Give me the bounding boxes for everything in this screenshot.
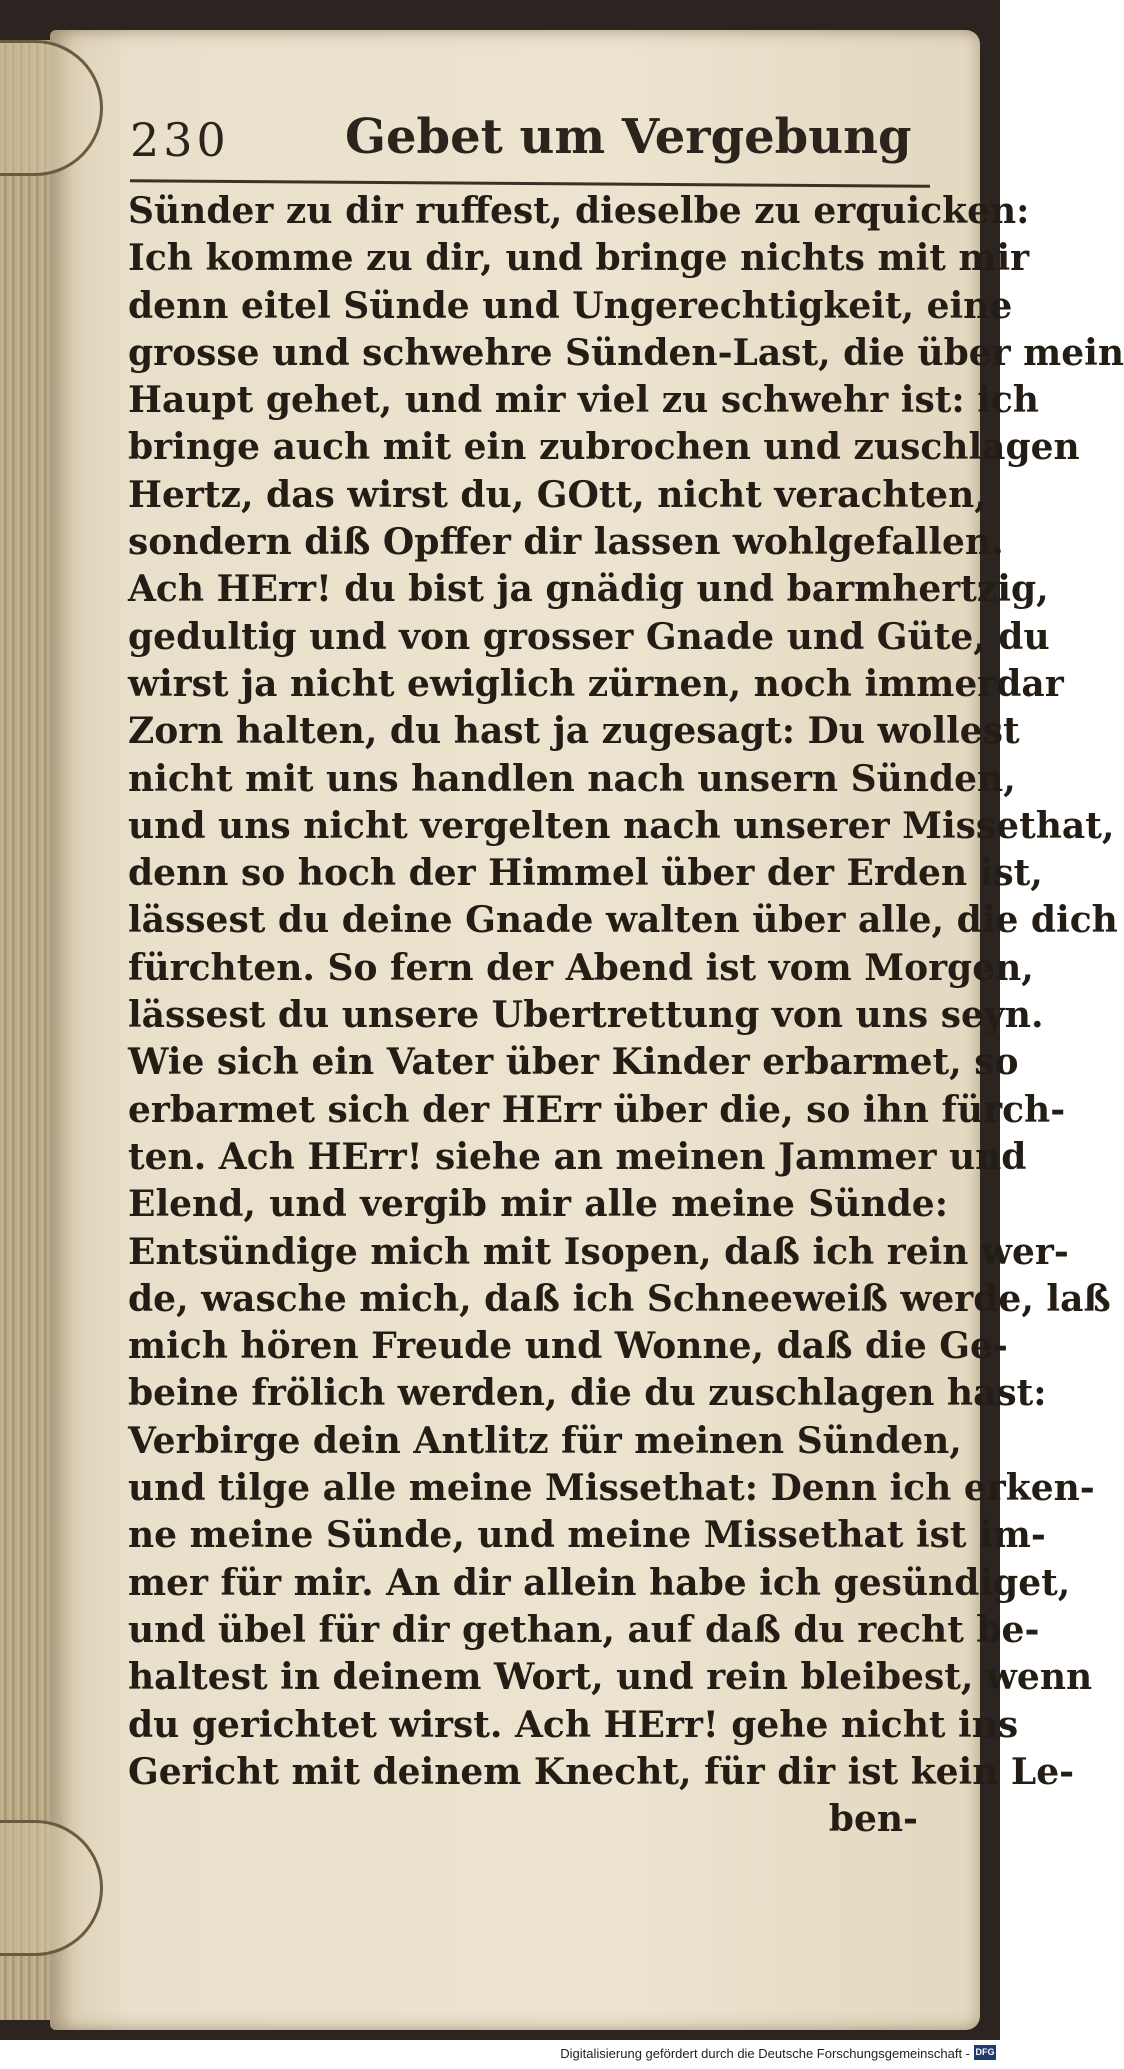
text-line: bringe auch mit ein zubrochen und zuschlagen [128, 426, 1080, 469]
text-line: Ach HErr! du bist ja gnädig und barmhertzig, [128, 568, 1049, 611]
text-line: Gericht mit deinem Knecht, für dir ist kein Le- [128, 1750, 1075, 1793]
text-line: beine frölich werden, die du zuschlagen hast: [128, 1372, 1047, 1415]
page-header [130, 105, 940, 175]
text-line: denn eitel Sünde und Ungerechtigkeit, eine [128, 284, 1013, 327]
text-line: und übel für dir gethan, auf daß du recht be- [128, 1608, 1040, 1651]
text-line: Entsündige mich mit Isopen, daß ich rein wer- [128, 1230, 1069, 1273]
funding-credit: Digitalisierung gefördert durch die Deutsche Forschungsgemeinschaft - [560, 2046, 970, 2061]
text-line: Ich komme zu dir, und bringe nichts mit mir [128, 237, 1030, 280]
text-line: lässest du unsere Ubertrettung von uns seyn. [128, 994, 1044, 1037]
text-line: Zorn halten, du hast ja zugesagt: Du wollest [128, 710, 1020, 753]
text-line: Verbirge dein Antlitz für meinen Sünden, [128, 1419, 962, 1462]
text-line: mich hören Freude und Wonne, daß die Ge- [128, 1325, 1008, 1368]
text-line: ne meine Sünde, und meine Missethat ist im- [128, 1514, 1046, 1557]
text-line: de, wasche mich, daß ich Schneeweiß werde, laß [128, 1277, 1111, 1320]
text-line: mer für mir. An dir allein habe ich gesündiget, [128, 1561, 1071, 1604]
text-line: haltest in deinem Wort, und rein bleibest, wenn [128, 1656, 1093, 1699]
text-line: sondern diß Opffer dir lassen wohlgefallen. [128, 521, 1004, 564]
dfg-logo: DFG [974, 2045, 996, 2060]
text-line: Haupt gehet, und mir viel zu schwehr ist: ich [128, 379, 1039, 422]
text-line: Wie sich ein Vater über Kinder erbarmet, so [128, 1041, 1019, 1084]
digitization-footer [0, 2040, 1000, 2069]
body-text [128, 188, 1124, 1843]
text-line: grosse und schwehre Sünden-Last, die über mein [128, 331, 1124, 374]
text-line: Hertz, das wirst du, GOtt, nicht verachten, [128, 473, 987, 516]
text-line: wirst ja nicht ewiglich zürnen, noch immerdar [128, 662, 1064, 705]
text-line: fürchten. So fern der Abend ist vom Morgen, [128, 946, 1034, 989]
catchword: ben- [828, 1798, 918, 1841]
text-line: Sünder zu dir ruffest, dieselbe zu erquicken: [128, 190, 1030, 232]
page-number: 230 [130, 113, 230, 167]
text-line: und uns nicht vergelten nach unserer Missethat, [128, 804, 1115, 847]
text-line: Elend, und vergib mir alle meine Sünde: [128, 1183, 948, 1226]
text-line: du gerichtet wirst. Ach HErr! gehe nicht ins [128, 1703, 1019, 1746]
text-line: denn so hoch der Himmel über der Erden ist, [128, 852, 1043, 895]
running-head: Gebet um Vergebung [345, 109, 912, 165]
text-line: nicht mit uns handlen nach unsern Sünden, [128, 757, 1016, 800]
text-line: und tilge alle meine Missethat: Denn ich erken- [128, 1467, 1095, 1510]
text-line: erbarmet sich der HErr über die, so ihn fürch- [128, 1088, 1066, 1131]
text-line: lässest du deine Gnade walten über alle, die dich [128, 899, 1118, 942]
text-line: gedultig und von grosser Gnade und Güte, du [128, 615, 1050, 658]
text-line: ten. Ach HErr! siehe an meinen Jammer und [128, 1135, 1027, 1178]
